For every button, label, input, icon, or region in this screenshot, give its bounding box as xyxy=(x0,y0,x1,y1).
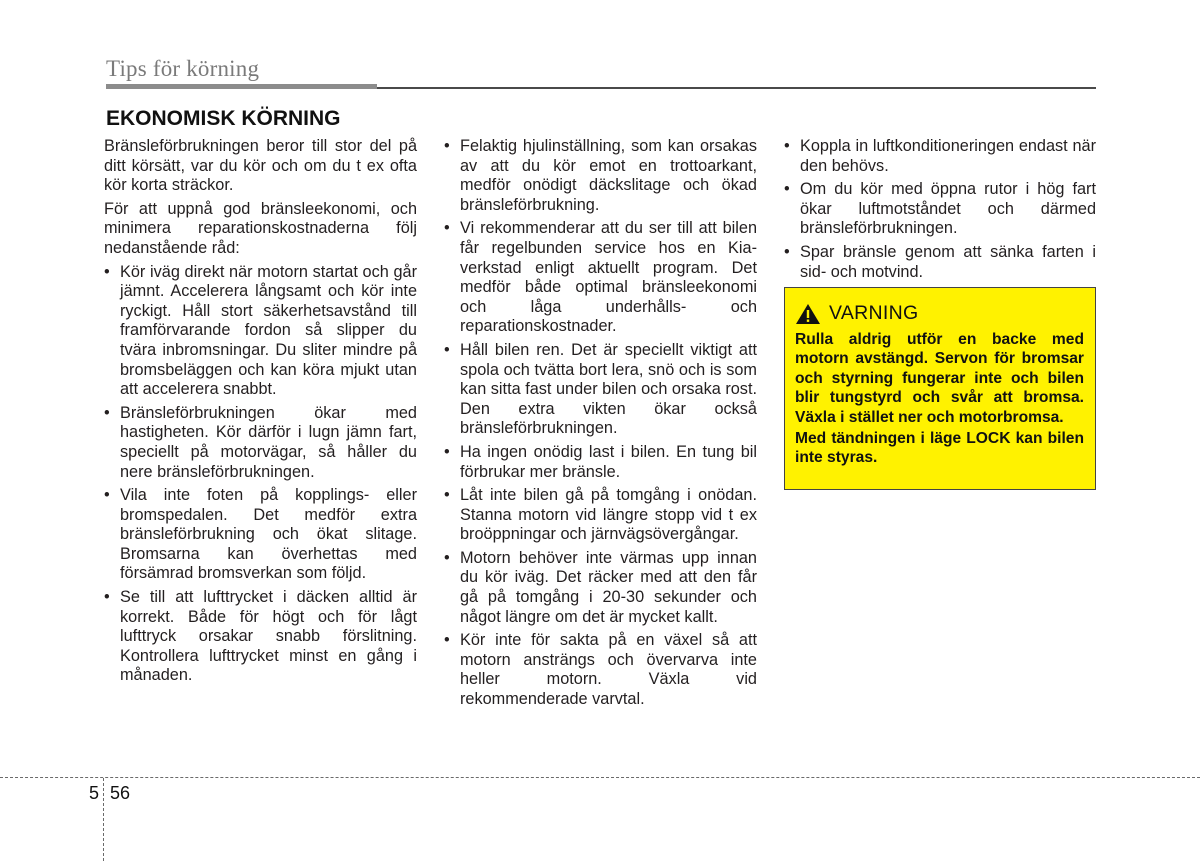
header-title: Tips för körning xyxy=(106,56,260,81)
header-rule-thin xyxy=(377,87,1096,89)
list-item: • Felaktig hjulinställning, som kan orsakas av att du kör emot en trottoarkant, medför onödigt däckslitage och ökad bränsleförbrukning. xyxy=(444,137,757,215)
list-item: • Koppla in luftkonditioneringen endast när den behövs. xyxy=(784,137,1096,176)
paragraph: Bränsleförbrukningen beror till stor del på ditt körsätt, var du kör och om du t ex ofta kör korta sträckor. xyxy=(104,137,417,195)
footer-vertical-divider xyxy=(103,778,104,861)
list-item: • Ha ingen onödig last i bilen. En tung bil förbrukar mer bränsle. xyxy=(444,443,757,482)
list-item: • Om du kör med öppna rutor i hög fart ökar luftmotståndet och därmed bränsleförbrukningen. xyxy=(784,180,1096,239)
bullet-list xyxy=(104,263,417,686)
list-item: • Låt inte bilen gå på tomgång i onödan. Stanna motorn vid längre stopp vid t ex broöppningar och järnvägsövergångar. xyxy=(444,486,757,545)
warning-paragraph: Rulla aldrig utför en backe med motorn avstängd. Servon för bromsar och styrning fungerar inte och bilen blir tungstyrd och svår att bromsa. Växla i stället ner och motorbromsa. xyxy=(795,331,1084,426)
chapter-number: 5 xyxy=(89,783,100,803)
column-2 xyxy=(444,137,757,714)
list-item: • Spar bränsle genom att sänka farten i sid- och motvind. xyxy=(784,243,1096,282)
warning-title: VARNING xyxy=(829,302,919,324)
footer-divider xyxy=(0,777,1200,778)
warning-triangle-icon xyxy=(795,303,821,325)
list-item: • Motorn behöver inte värmas upp innan du kör iväg. Det räcker med att den får gå på tomgång i 20-30 sekunder och något längre om det är mycket kallt. xyxy=(444,549,757,627)
paragraph: För att uppnå god bränsleekonomi, och minimera reparationskostnaderna följ nedanstående råd: xyxy=(104,199,417,257)
bullet-list xyxy=(784,137,1096,282)
bullet-list xyxy=(444,137,757,710)
list-item: • Bränsleförbrukningen ökar med hastigheten. Kör därför i lugn jämn fart, speciellt på motorvägar, så håller du nere bränsleförbrukningen. xyxy=(104,404,417,482)
list-item: • Vi rekommenderar att du ser till att bilen får regelbunden service hos en Kia-verkstad enligt aktuellt program. Det medför både optimal bränsleekonomi och låga underhålls- och reparationskostnader. xyxy=(444,219,757,337)
list-item: • Håll bilen ren. Det är speciellt viktigt att spola och tvätta bort lera, snö och is som kan sitta fast under bilen och orsaka rost. Den extra vikten ökar också bränsleförbrukningen. xyxy=(444,341,757,439)
list-item: • Vila inte foten på kopplings- eller bromspedalen. Det medför extra bränsleförbrukning och ökat slitage. Bromsarna kan överhettas med försämrad bromsverkan som följd. xyxy=(104,486,417,584)
list-item: • Kör iväg direkt när motorn startat och går jämnt. Accelerera långsamt och kör inte ryckigt. Håll stort säkerhetsavstånd till framförvarande fordon så slipper du tvära inbromsningar. Du sliter mindre på bromsbeläggen och kan köra mjukt utan att accelerera snabbt. xyxy=(104,263,417,400)
warning-box xyxy=(784,287,1096,490)
warning-header xyxy=(795,302,1084,325)
header-rule-thick xyxy=(106,84,377,89)
warning-paragraph: Med tändningen i läge LOCK kan bilen inte styras. xyxy=(795,430,1084,467)
list-item: • Kör inte för sakta på en växel så att motorn ansträngs och övervarva inte heller motorn. Växla vid rekommenderade varvtal. xyxy=(444,631,757,709)
column-3 xyxy=(784,137,1096,286)
list-item: • Se till att lufttrycket i däcken alltid är korrekt. Både för högt och för lågt lufttryck orsakar snabb förslitning. Kontrollera lufttrycket minst en gång i månaden. xyxy=(104,588,417,686)
section-title: EKONOMISK KÖRNING xyxy=(106,107,341,130)
page-number: 56 xyxy=(110,783,131,803)
column-1 xyxy=(104,137,417,690)
